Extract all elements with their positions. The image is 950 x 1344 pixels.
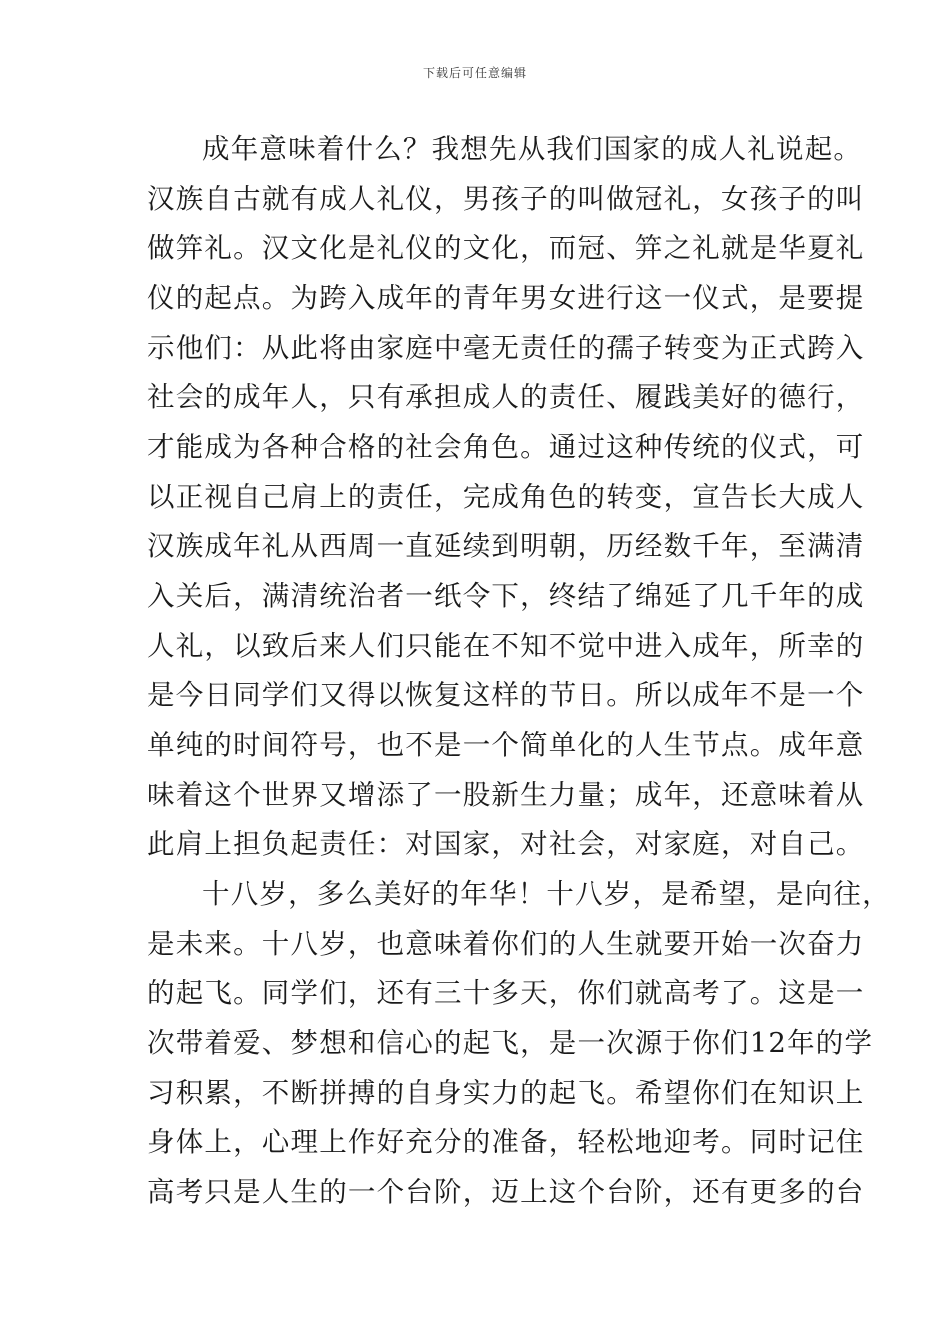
paragraph-line: 十八岁，多么美好的年华！十八岁，是希望，是向往，: [202, 878, 891, 910]
paragraph-line: 次带着爱、梦想和信心的起飞，是一次源于你们12年的学: [147, 1027, 874, 1059]
page-header: 下载后可任意编辑: [422, 66, 527, 80]
paragraph-line: 入关后，满清统治者一纸令下，终结了绵延了几千年的成: [147, 580, 865, 612]
paragraph-line: 是未来。十八岁，也意味着你们的人生就要开始一次奋力: [147, 928, 865, 960]
paragraph-line: 成年意味着什么？我想先从我们国家的成人礼说起。: [202, 133, 863, 165]
paragraph-line: 汉族成年礼从西周一直延续到明朝，历经数千年，至满清: [147, 530, 865, 562]
paragraph-line: 味着这个世界又增添了一股新生力量；成年，还意味着从: [147, 779, 865, 811]
paragraph-line: 的起飞。同学们，还有三十多天，你们就高考了。这是一: [147, 977, 865, 1009]
paragraph-line: 身体上，心理上作好充分的准备，轻松地迎考。同时记住: [147, 1126, 865, 1158]
paragraph-line: 高考只是人生的一个台阶，迈上这个台阶，还有更多的台: [147, 1176, 865, 1208]
paragraph-line: 此肩上担负起责任：对国家，对社会，对家庭，对自己。: [147, 828, 865, 860]
paragraph-line: 单纯的时间符号，也不是一个简单化的人生节点。成年意: [147, 729, 865, 761]
paragraph-line: 社会的成年人，只有承担成人的责任、履践美好的德行，: [147, 381, 865, 413]
paragraph-line: 才能成为各种合格的社会角色。通过这种传统的仪式，可: [147, 431, 865, 463]
paragraph-line: 习积累，不断拼搏的自身实力的起飞。希望你们在知识上: [147, 1077, 865, 1109]
paragraph-line: 做笄礼。汉文化是礼仪的文化，而冠、笄之礼就是华夏礼: [147, 232, 865, 264]
paragraph-line: 示他们：从此将由家庭中毫无责任的孺子转变为正式跨入: [147, 332, 865, 364]
paragraph-line: 以正视自己肩上的责任，完成角色的转变，宣告长大成人: [147, 481, 865, 513]
paragraph-line: 汉族自古就有成人礼仪，男孩子的叫做冠礼，女孩子的叫: [147, 183, 865, 215]
paragraph-line: 是今日同学们又得以恢复这样的节日。所以成年不是一个: [147, 679, 865, 711]
paragraph-line: 仪的起点。为跨入成年的青年男女进行这一仪式，是要提: [147, 282, 865, 314]
paragraph-line: 人礼，以致后来人们只能在不知不觉中进入成年，所幸的: [147, 630, 865, 662]
